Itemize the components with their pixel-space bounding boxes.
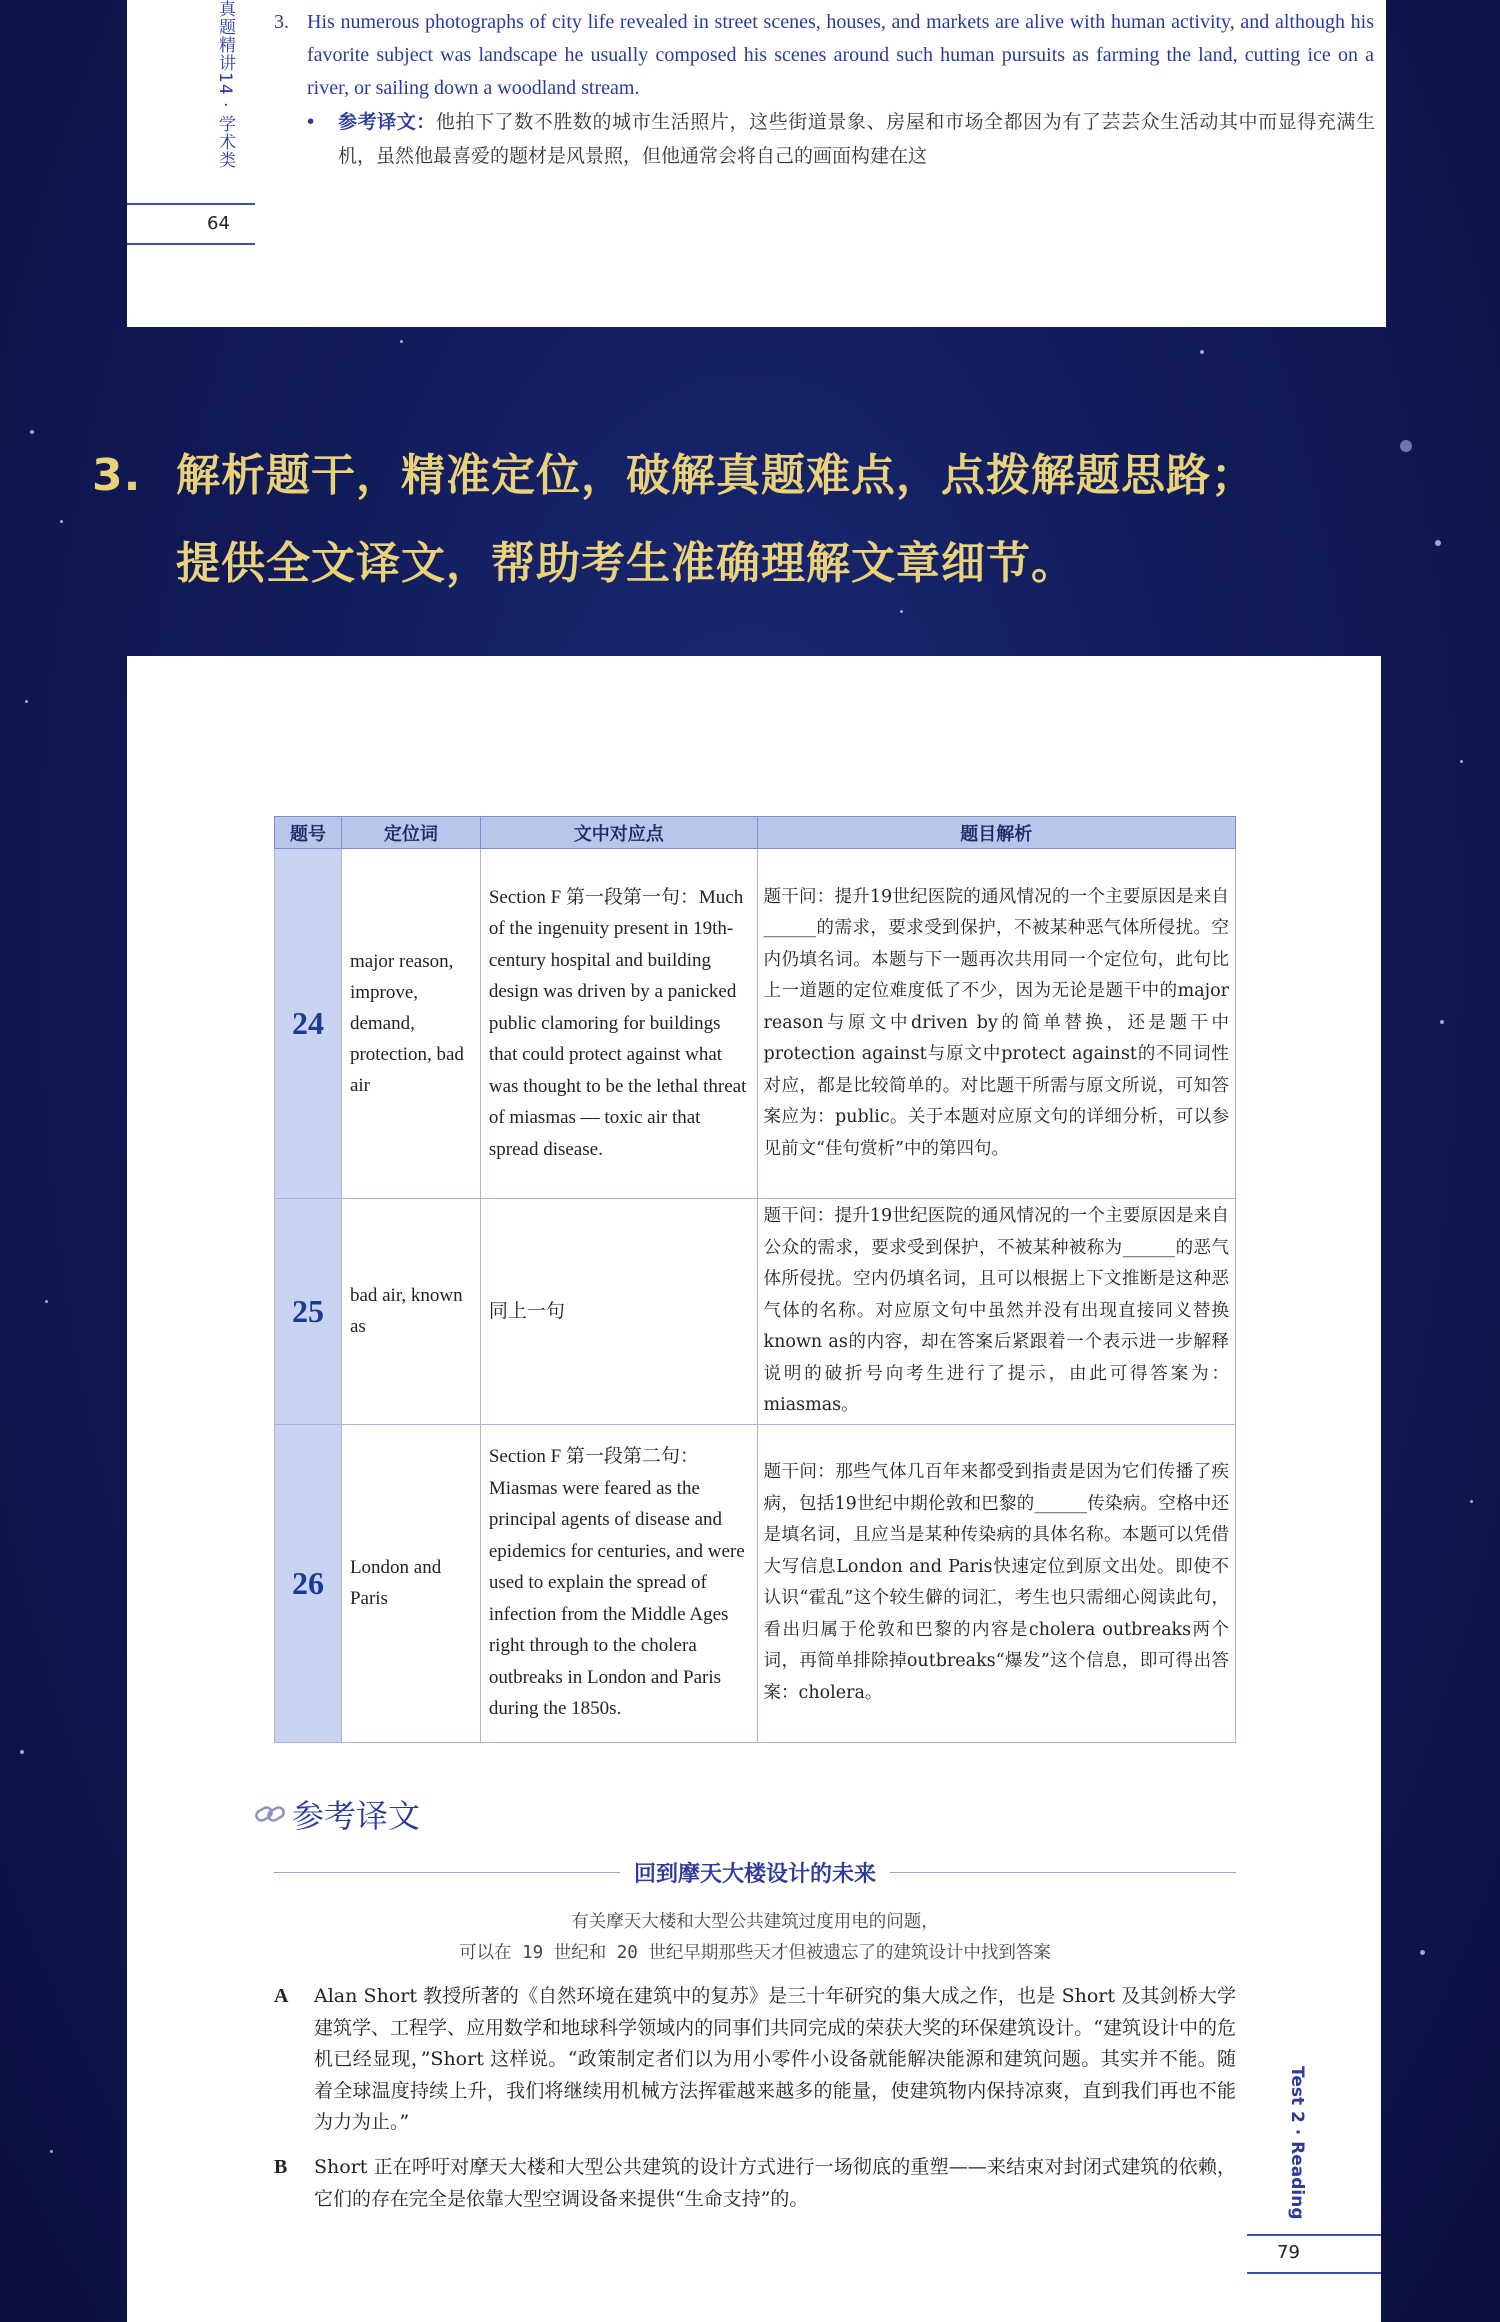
background-star	[1460, 760, 1463, 763]
example-sentence	[274, 6, 1374, 105]
background-star	[20, 1750, 24, 1754]
background-star	[60, 520, 63, 523]
header-source: 文中对应点	[480, 817, 757, 849]
background-star	[1420, 1950, 1425, 1955]
translation-block	[305, 105, 1375, 173]
background-star	[50, 2150, 53, 2153]
page-number: 64	[207, 213, 230, 234]
reference-heading	[254, 1791, 420, 1837]
background-star	[900, 610, 903, 613]
divider	[1247, 2234, 1381, 2236]
divider	[1247, 2272, 1381, 2274]
bullet-icon: •	[305, 111, 317, 133]
header-keywords: 定位词	[341, 817, 480, 849]
page-number: 79	[1277, 2242, 1300, 2263]
feature-line-1: 解析题干，精准定位，破解真题难点，点拨解题思路；	[176, 450, 1256, 501]
question-number: 25	[275, 1199, 342, 1425]
paragraph-a	[274, 1981, 1236, 2139]
chain-link-icon	[254, 1802, 286, 1826]
analysis-cell: 题干问：提升19世纪医院的通风情况的一个主要原因是来自______的需求，要求受到保护，不被某种恶气体所侵扰。空内仍填名词。本题与下一题再次共用同一个定位句，此句比上一道题的定位难度低了不少，因为无论是题干中的major reason与原文中driven by的简单替换，还是题干中protection against与原文中protect against的不同词性对应，都是比较简单的。对比题干所需与原文所说，可知答案应为：public。关于本题对应原文句的详细分析，可以参见前文“佳句赏析”中的第四句。	[757, 849, 1235, 1199]
question-number: 26	[275, 1424, 342, 1742]
paragraph-b	[274, 2152, 1236, 2215]
analysis-cell: 题干问：那些气体几百年来都受到指责是因为它们传播了疾病，包括19世纪中期伦敦和巴黎的______传染病。空格中还是填名词，且应当是某种传染病的具体名称。本题可以凭借大写信息London and Paris快速定位到原文出处。即使不认识“霍乱”这个较生僻的词汇，考生也只需细心阅读此句，看出归属于伦敦和巴黎的内容是cholera outbreaks两个词，再简单排除掉outbreaks“爆发”这个信息，即可得出答案：cholera。	[757, 1424, 1235, 1742]
article-subtitle	[274, 1907, 1236, 1969]
title-rule-left	[274, 1872, 620, 1873]
top-book-page	[127, 0, 1386, 327]
paragraph-label: B	[274, 2156, 288, 2178]
feature-number: 3.	[92, 450, 142, 501]
divider	[127, 243, 255, 245]
background-star	[25, 700, 28, 703]
source-cell: Section F 第一段第一句：Much of the ingenuity present in 19th-century hospital and building design was driven by a panicked public clamoring for buildings that could protect against what was thought to be the lethal threat of miasmas — toxic air that spread disease.	[480, 849, 757, 1199]
english-sentence: His numerous photographs of city life revealed in street scenes, houses, and markets are alive with human activity, and although his favorite subject was landscape he usually composed his scenes around such human pursuits as farming the land, cutting ice on a river, or sailing down a woodland stream.	[307, 11, 1374, 99]
table-row	[275, 849, 1236, 1199]
article-title	[274, 1856, 1236, 1888]
title-rule-right	[890, 1872, 1236, 1873]
translation-label: 参考译文：	[338, 111, 436, 133]
divider	[127, 203, 255, 205]
article-title-text: 回到摩天大楼设计的未来	[634, 1861, 877, 1887]
source-cell: Section F 第一段第二句：Miasmas were feared as the principal agents of disease and epidemics for centuries, and were used to explain the spread of infection from the Middle Ages right through to the cholera outbreaks in London and Paris during the 1850s.	[480, 1424, 757, 1742]
paragraph-label: A	[274, 1985, 289, 2007]
question-number: 24	[275, 849, 342, 1199]
background-star	[400, 340, 403, 343]
subtitle-line-2: 可以在 19 世纪和 20 世纪早期那些天才但被遗忘了的建筑设计中找到答案	[459, 1943, 1051, 1963]
section-label: Test 2 · Reading	[1287, 2066, 1307, 2220]
source-cell: 同上一句	[480, 1199, 757, 1425]
table-row	[275, 1199, 1236, 1425]
feature-heading	[92, 432, 1422, 608]
keywords-cell: major reason, improve, demand, protection, bad air	[341, 849, 480, 1199]
keywords-cell: bad air, known as	[341, 1199, 480, 1425]
reference-heading-text: 参考译文	[292, 1797, 421, 1835]
background-star	[1440, 1020, 1444, 1024]
background-star	[30, 430, 34, 434]
background-star	[45, 1300, 48, 1303]
feature-line-2: 提供全文译文，帮助考生准确理解文章细节。	[176, 538, 1076, 589]
side-tab-title: 真题精讲14 · 学术类	[215, 0, 235, 169]
background-star	[1470, 1500, 1473, 1503]
analysis-cell: 题干问：提升19世纪医院的通风情况的一个主要原因是来自公众的需求，要求受到保护，不被某种被称为______的恶气体所侵扰。空内仍填名词，且可以根据上下文推断是这种恶气体的名称。对应原文句中虽然并没有出现直接同义替换known as的内容，却在答案后紧跟着一个表示进一步解释说明的破折号向考生进行了提示，由此可得答案为：miasmas。	[757, 1199, 1235, 1425]
translation-text: 他拍下了数不胜数的城市生活照片，这些街道景象、房屋和市场全都因为有了芸芸众生活动其中而显得充满生机，虽然他最喜爱的题材是风景照，但他通常会将自己的画面构建在这	[338, 111, 1375, 167]
analysis-table	[274, 816, 1236, 1743]
table-row	[275, 1424, 1236, 1742]
subtitle-line-1: 有关摩天大楼和大型公共建筑过度用电的问题，	[571, 1912, 939, 1932]
header-analysis: 题目解析	[757, 817, 1235, 849]
background-star	[1200, 350, 1204, 354]
bottom-book-page	[127, 656, 1381, 2322]
paragraph-text: Alan Short 教授所著的《自然环境在建筑中的复苏》是三十年研究的集大成之作，也是 Short 及其剑桥大学建筑学、工程学、应用数学和地球科学领域内的同事们共同完成的荣获大奖的环保建筑设计。“建筑设计中的危机已经显现，”Short 这样说。“政策制定者们以为用小零件小设备就能解决能源和建筑问题。其实并不能。随着全球温度持续上升，我们将继续用机械方法挥霍越来越多的能量，使建筑物内保持凉爽，直到我们再也不能为力为止。”	[314, 1985, 1236, 2133]
table-header-row	[275, 817, 1236, 849]
paragraph-text: Short 正在呼吁对摩天大楼和大型公共建筑的设计方式进行一场彻底的重塑——来结束对封闭式建筑的依赖，它们的存在完全是依靠大型空调设备来提供“生命支持”的。	[314, 2156, 1236, 2210]
item-number: 3.	[274, 11, 289, 33]
keywords-cell: London and Paris	[341, 1424, 480, 1742]
header-question-number: 题号	[275, 817, 342, 849]
background-star	[1435, 540, 1441, 546]
